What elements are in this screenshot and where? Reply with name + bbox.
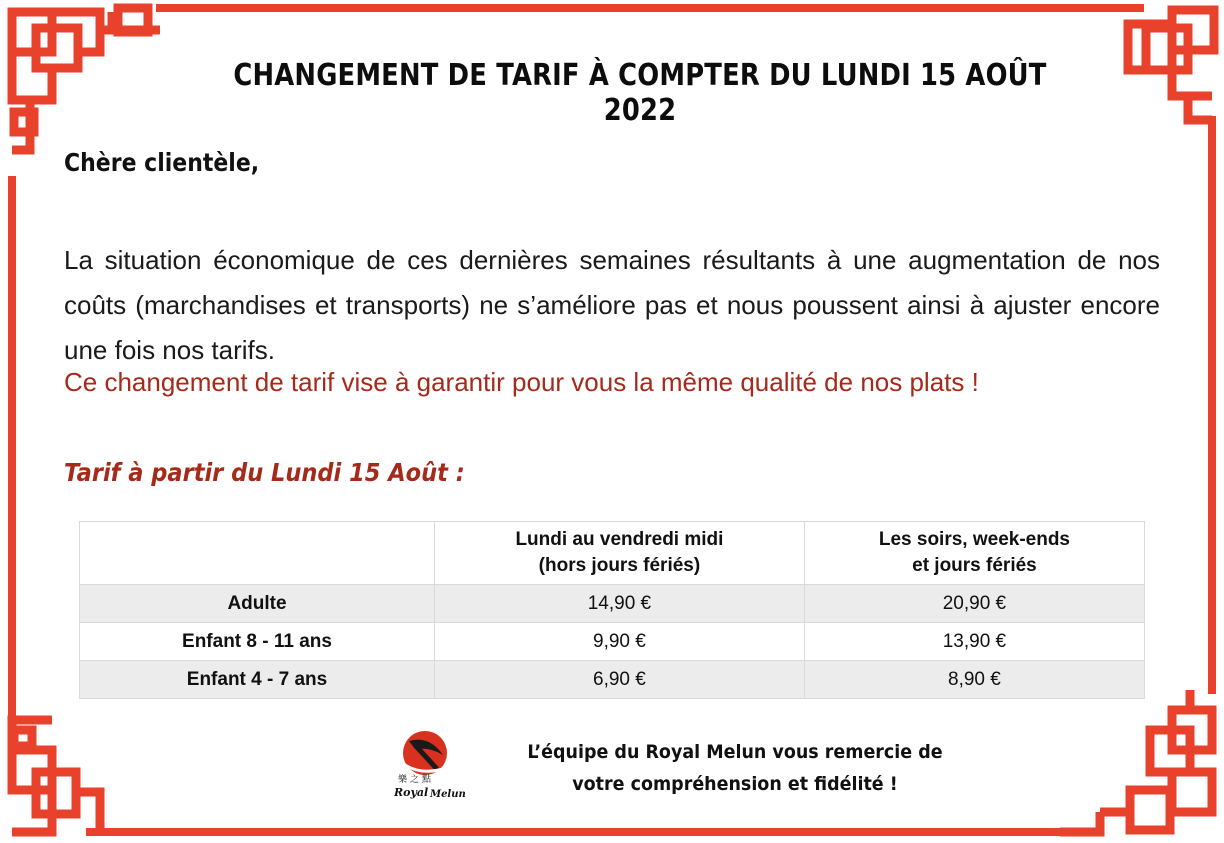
table-row bbox=[80, 585, 1145, 623]
thanks-line-2: votre compréhension et fidélité ! bbox=[572, 773, 898, 795]
row-label-child-4-7: Enfant 4 - 7 ans bbox=[80, 661, 435, 699]
knot-bottom-right bbox=[1060, 690, 1212, 832]
knot-bottom-left bbox=[12, 720, 100, 832]
price-adult-evening: 20,90 € bbox=[804, 585, 1144, 623]
table-row bbox=[80, 661, 1145, 699]
tarif-title: Tarif à partir du Lundi 15 Août : bbox=[64, 458, 465, 487]
table-header-row bbox=[80, 522, 1145, 585]
thanks-message bbox=[510, 736, 961, 800]
knot-top-left bbox=[12, 8, 160, 150]
price-adult-weekday: 14,90 € bbox=[435, 585, 805, 623]
notice-heading: CHANGEMENT DE TARIF À COMPTER DU LUNDI 15 AOÛT 2022 bbox=[233, 58, 1047, 128]
row-label-adult: Adulte bbox=[80, 585, 435, 623]
price-child-4-7-weekday: 6,90 € bbox=[435, 661, 805, 699]
quality-statement: Ce changement de tarif vise à garantir pour vous la même qualité de nos plats ! bbox=[64, 367, 979, 397]
price-child-8-11-weekday: 9,90 € bbox=[435, 623, 805, 661]
logo-characters: 樂之點 bbox=[398, 775, 435, 785]
table-row bbox=[80, 623, 1145, 661]
logo-text-royal: Royal bbox=[394, 786, 429, 799]
thanks-line-1: L’équipe du Royal Melun vous remercie de bbox=[527, 741, 943, 763]
table-header-weekday-lunch: Lundi au vendredi midi (hors jours fériés) bbox=[435, 522, 805, 585]
table-header-evenings-weekends: Les soirs, week-ends et jours fériés bbox=[804, 522, 1144, 585]
price-table bbox=[79, 521, 1145, 699]
knot-top-right bbox=[1128, 10, 1214, 120]
price-child-4-7-evening: 8,90 € bbox=[804, 661, 1144, 699]
row-label-child-8-11: Enfant 8 - 11 ans bbox=[80, 623, 435, 661]
table-header-empty bbox=[80, 522, 435, 585]
price-child-8-11-evening: 13,90 € bbox=[804, 623, 1144, 661]
logo-text-melun: Melun bbox=[430, 789, 466, 800]
notice-body: La situation économique de ces dernières semaines résultants à une augmentation de nos coûts (marchandises et transports) ne s’améliore pas et nous poussent ainsi à ajuster encore une fois nos tarifs. bbox=[64, 245, 1160, 365]
greeting: Chère clientèle, bbox=[64, 148, 260, 177]
